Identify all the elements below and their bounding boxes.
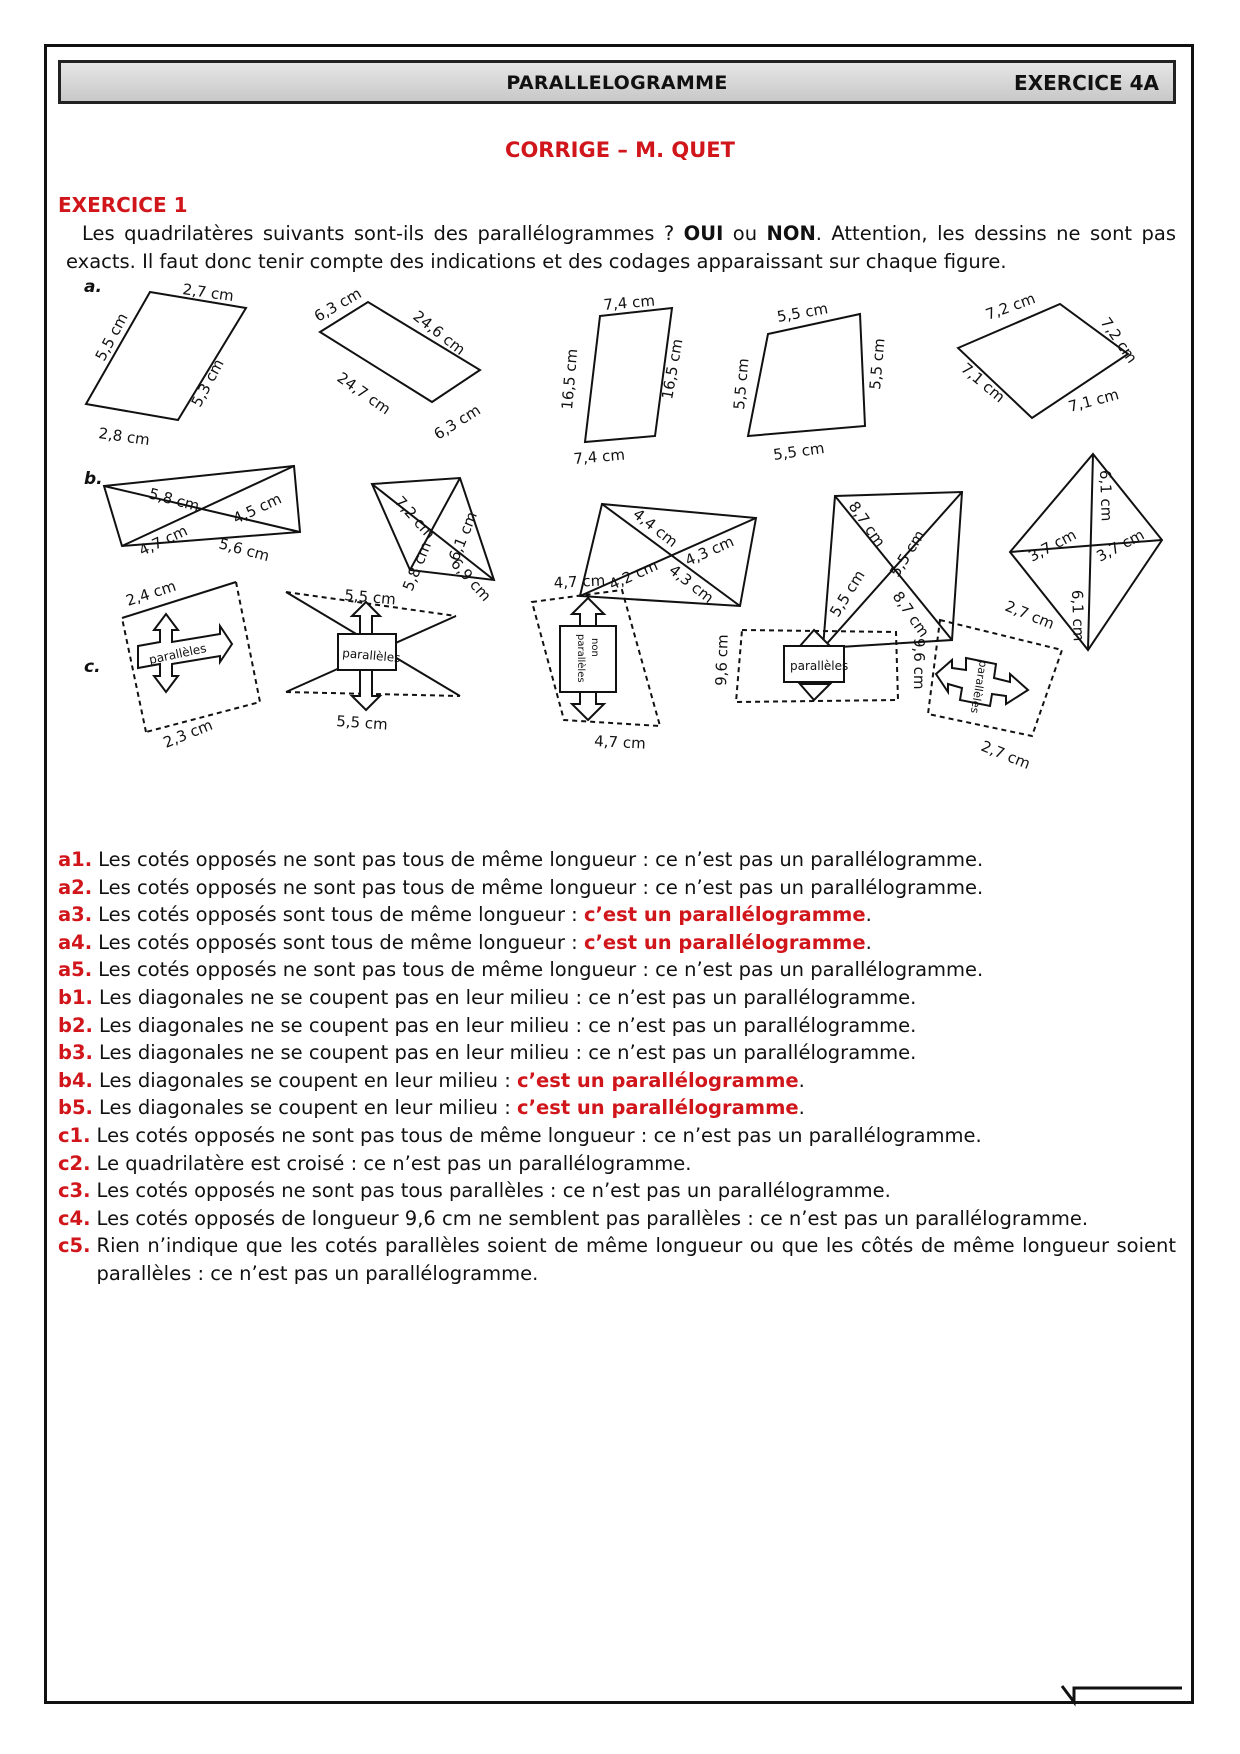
label-c3-box2: parallèles xyxy=(575,634,586,683)
shape-a4 xyxy=(748,314,865,436)
label-c3-bottom: 4,7 cm xyxy=(593,732,647,753)
row-label-c: c. xyxy=(84,657,101,677)
label-a1-bottom: 2,8 cm xyxy=(97,424,151,450)
label-b1-bl: 4,7 cm xyxy=(136,521,191,560)
header-title: PARALLELOGRAMME xyxy=(506,72,728,94)
shape-b3 xyxy=(580,504,756,606)
corner-mark xyxy=(1060,1684,1194,1708)
label-a2-bottomright: 6,3 cm xyxy=(430,400,484,444)
label-b2-br: 6,9 cm xyxy=(447,554,495,605)
label-b3-tr: 4,3 cm xyxy=(682,532,737,570)
answer-c2: c2. Le quadrilatère est croisé : ce n’est pas un parallélogramme. xyxy=(58,1151,692,1175)
label-a2-topright: 24,6 cm xyxy=(409,306,469,359)
label-b2-bl: 5,8 cm xyxy=(399,539,435,594)
row-label-a: a. xyxy=(84,277,102,297)
label-a5-right: 7,2 cm xyxy=(1096,313,1141,367)
label-c5-box: parallèles xyxy=(967,659,990,715)
answer-b4: b4. Les diagonales se coupent en leur milieu : c’est un parallélogramme. xyxy=(58,1068,805,1092)
page-header xyxy=(58,60,1176,104)
answer-a1: a1. Les cotés opposés ne sont pas tous de même longueur : ce n’est pas un parallélogramme. xyxy=(58,848,984,871)
header-exercise: EXERCICE 4A xyxy=(1014,71,1159,95)
answer-a4: a4. Les cotés opposés sont tous de même longueur : c’est un parallélogramme. xyxy=(58,930,872,954)
answer-a5: a5. Les cotés opposés ne sont pas tous de même longueur : ce n’est pas un parallélogramme. xyxy=(58,958,984,982)
answer-c3: c3. Les cotés opposés ne sont pas tous parallèles : ce n’est pas un parallélogramme. xyxy=(58,1179,891,1203)
label-a4-top: 5,5 cm xyxy=(775,299,830,326)
label-c4-box: parallèles xyxy=(790,659,849,673)
figures-svg xyxy=(60,270,1170,850)
label-a3-right: 16,5 cm xyxy=(658,337,687,401)
label-b3-br: 4,3 cm xyxy=(665,560,718,607)
label-b4-bl: 5,5 cm xyxy=(826,566,869,621)
label-a2-topleft: 6,3 cm xyxy=(311,284,365,326)
label-c3-top: 4,7 cm xyxy=(553,571,606,592)
row-label-b: b. xyxy=(84,469,103,489)
label-c2-box: parallèles xyxy=(341,646,402,666)
answer-b2: b2. Les diagonales ne se coupent pas en leur milieu : ce n’est pas un parallélogramme. xyxy=(58,1013,917,1037)
label-b3-tl: 4,4 cm xyxy=(629,504,682,551)
figures-area xyxy=(60,270,1170,854)
label-a5-top: 7,2 cm xyxy=(983,289,1038,324)
label-a2-bottomleft: 24,7 cm xyxy=(333,368,395,419)
label-a1-left: 5,5 cm xyxy=(91,309,132,364)
label-c4-left: 9,6 cm xyxy=(712,634,732,687)
label-c4-right: 9,6 cm xyxy=(910,638,928,690)
label-b5-right: 3,7 cm xyxy=(1093,525,1148,566)
label-b4-tl: 8,7 cm xyxy=(844,497,889,551)
exercise-title: EXERCICE 1 xyxy=(58,193,188,217)
label-a3-bottom: 7,4 cm xyxy=(572,445,626,468)
answer-c4: c4. Les cotés opposés de longueur 9,6 cm ne semblent pas parallèles : ce n’est pas un parallélogramme. xyxy=(58,1206,1089,1230)
label-a4-right: 5,5 cm xyxy=(866,337,889,391)
answer-b5: b5. Les diagonales se coupent en leur milieu : c’est un parallélogramme. xyxy=(58,1096,805,1120)
label-c1-box: parallèles xyxy=(147,641,208,667)
exercise-intro: Les quadrilatères suivants sont-ils des parallélogrammes ? OUI ou NON. Attention, les dessins ne sont pas exacts. Il faut donc tenir compte des indications et des codages apparaissant sur chaque figure. xyxy=(66,222,1177,273)
label-c1-top: 2,4 cm xyxy=(123,576,179,610)
answer-b1: b1. Les diagonales ne se coupent pas en leur milieu : ce n’est pas un parallélogramme. xyxy=(58,985,917,1009)
label-a3-left: 16,5 cm xyxy=(558,347,582,411)
label-b4-br: 8,7 cm xyxy=(888,587,933,641)
label-b5-top: 6,1 cm xyxy=(1096,469,1116,522)
label-a1-right: 5,3 cm xyxy=(187,355,228,410)
label-b5-left: 3,7 cm xyxy=(1025,525,1080,566)
label-a4-left: 5,5 cm xyxy=(730,357,753,411)
label-b2-tr: 6,1 cm xyxy=(445,509,481,564)
label-c5-top: 2,7 cm xyxy=(1002,597,1057,633)
answer-a2: a2. Les cotés opposés ne sont pas tous de même longueur : ce n’est pas un parallélogramme. xyxy=(58,875,984,899)
answer-c5: c5. Rien n’indique que les cotés parallèles soient de même longueur ou que les côtés de même longueur soient parallèles : ce n’est pas un parallélogramme. xyxy=(58,1234,1176,1285)
label-b5-bottom: 6,1 cm xyxy=(1068,589,1088,642)
label-c5-bottom: 2,7 cm xyxy=(978,737,1033,773)
shape-a3 xyxy=(585,308,672,442)
label-b1-tr: 4,5 cm xyxy=(230,489,285,528)
label-a4-bottom: 5,5 cm xyxy=(772,438,826,464)
label-c3-box1: non xyxy=(589,638,600,657)
label-c2-bottom: 5,5 cm xyxy=(335,712,389,734)
answer-c1: c1. Les cotés opposés ne sont pas tous de même longueur : ce n’est pas un parallélogramme. xyxy=(58,1123,982,1147)
answers-list xyxy=(58,846,1176,1288)
label-a3-top: 7,4 cm xyxy=(602,291,656,314)
label-c1-bottom: 2,3 cm xyxy=(160,715,216,752)
label-a1-top: 2,7 cm xyxy=(181,280,235,306)
label-b1-tl: 5,8 cm xyxy=(146,484,202,516)
label-a5-bottom: 7,1 cm xyxy=(1066,385,1121,416)
label-b2-tl: 7,2 cm xyxy=(391,492,439,543)
answer-a3: a3. Les cotés opposés sont tous de même longueur : c’est un parallélogramme. xyxy=(58,903,872,927)
label-b4-tr: 5,5 cm xyxy=(886,526,929,581)
answer-b3: b3. Les diagonales ne se coupent pas en leur milieu : ce n’est pas un parallélogramme. xyxy=(58,1041,917,1065)
label-b3-bl: 4,2 cm xyxy=(606,556,661,594)
label-c2-top: 5,5 cm xyxy=(343,586,397,609)
corrige-title: CORRIGE – M. QUET xyxy=(505,138,735,162)
label-a5-left: 7,1 cm xyxy=(957,359,1009,407)
label-b1-br: 5,6 cm xyxy=(216,534,272,566)
